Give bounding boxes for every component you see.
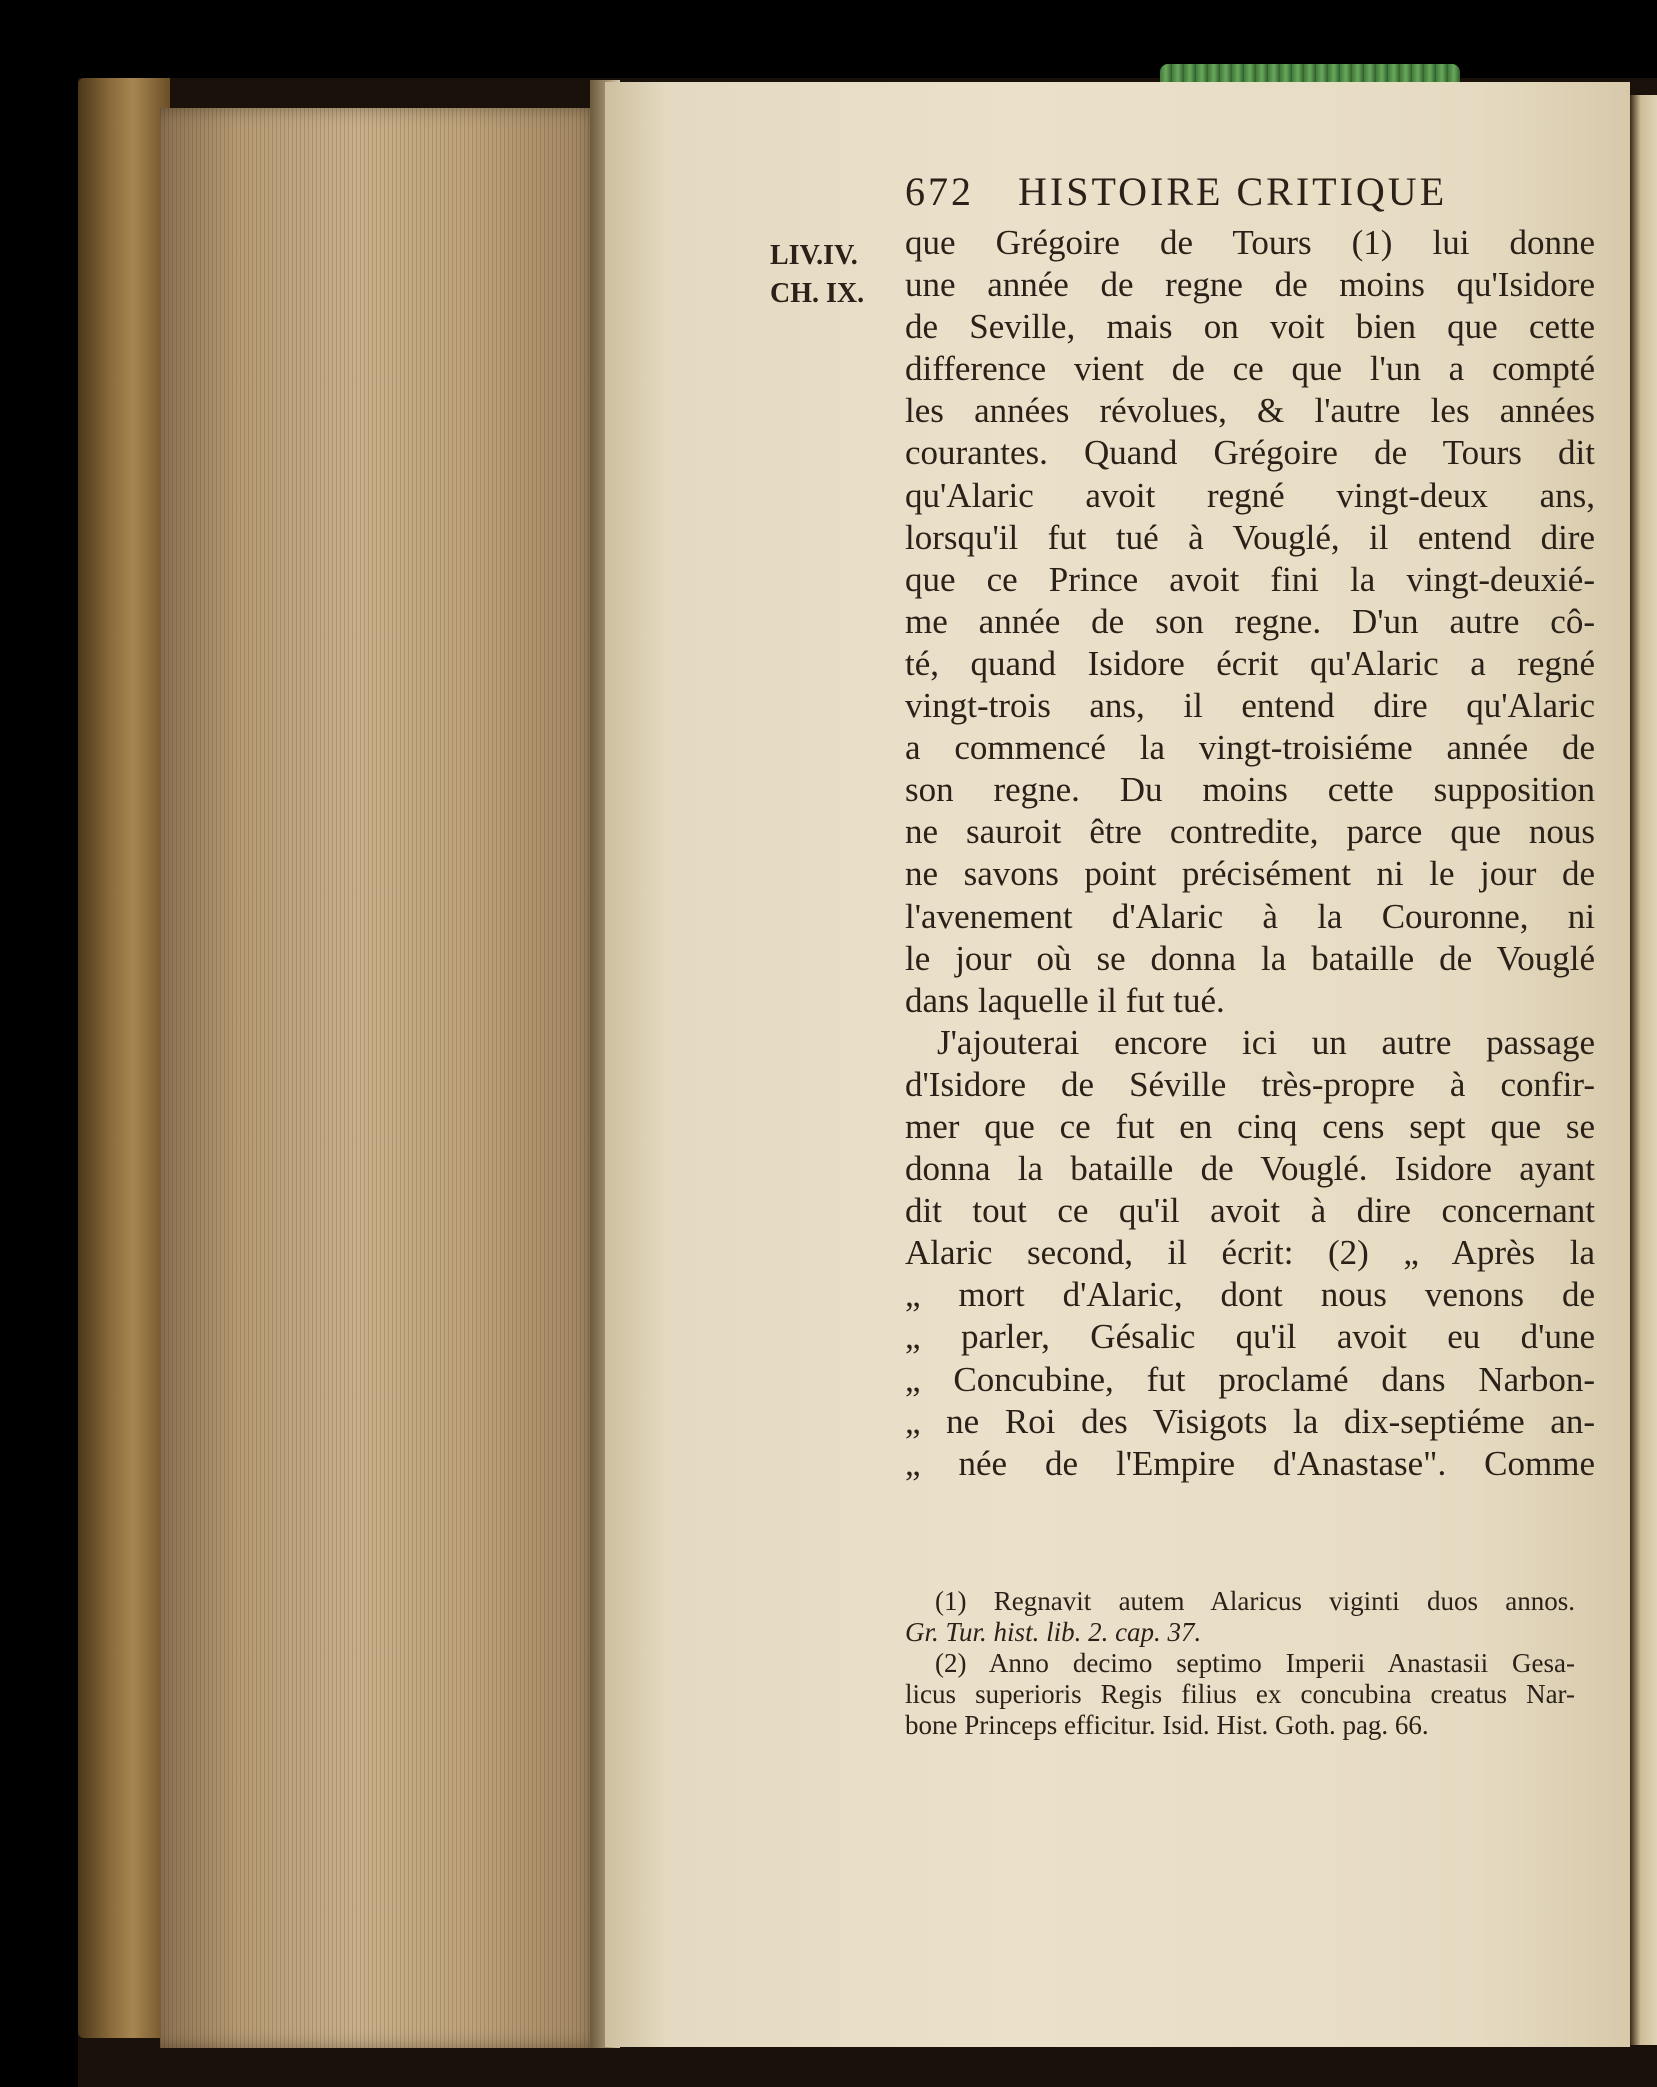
margin-note-book: LIV.IV. (770, 240, 858, 271)
text-line: mer que ce fut en cinq cens sept que se (905, 1106, 1595, 1146)
text-line: donna la bataille de Vouglé. Isidore ayant (905, 1149, 1595, 1189)
text-line: dit tout ce qu'il avoit à dire concernant (905, 1191, 1595, 1231)
footnote-line: (2) Anno decimo septimo Imperii Anastasii Gesa- (935, 1648, 1575, 1678)
text-line: me année de son regne. D'un autre cô- (905, 601, 1595, 641)
text-line: courantes. Quand Grégoire de Tours dit (905, 433, 1595, 473)
text-line: son regne. Du moins cette supposition (905, 770, 1595, 810)
text-line: que Grégoire de Tours (1) lui donne (905, 223, 1595, 262)
page-number: 672 (905, 169, 974, 214)
text-line: d'Isidore de Séville très-propre à confir- (905, 1064, 1595, 1104)
text-line: de Seville, mais on voit bien que cette (905, 307, 1595, 347)
text-line: „ ne Roi des Visigots la dix-septiéme an- (905, 1401, 1595, 1441)
footnote-line: (1) Regnavit autem Alaricus viginti duos annos. (935, 1586, 1575, 1616)
text-line: une année de regne de moins qu'Isidore (905, 265, 1595, 305)
running-head-title: HISTOIRE CRITIQUE (1018, 169, 1448, 214)
body-text (905, 222, 1595, 1485)
text-line: „ née de l'Empire d'Anastase". Comme (905, 1443, 1595, 1483)
page-edges (160, 108, 600, 2048)
running-header (905, 168, 1545, 228)
text-line: le jour où se donna la bataille de Vouglé (905, 938, 1595, 978)
text-line: „ Concubine, fut proclamé dans Narbon- (905, 1359, 1595, 1399)
text-line: que ce Prince avoit fini la vingt-deuxié- (905, 559, 1595, 599)
text-line: „ mort d'Alaric, dont nous venons de (905, 1275, 1595, 1315)
text-line: Alaric second, il écrit: (2) „ Après la (905, 1233, 1595, 1273)
footnote-line: Gr. Tur. hist. lib. 2. cap. 37. (905, 1617, 1202, 1647)
text-line: ne sauroit être contredite, parce que nous (905, 812, 1595, 852)
facing-page-edge (1630, 95, 1657, 2045)
text-line: difference vient de ce que l'un a compté (905, 349, 1595, 389)
paragraph-2 (905, 1022, 1595, 1485)
text-line: qu'Alaric avoit regné vingt-deux ans, (905, 475, 1595, 515)
text-line: a commencé la vingt-troisiéme année de (905, 728, 1595, 768)
paragraph-1 (905, 222, 1595, 1022)
footnotes (905, 1586, 1575, 1741)
text-line: les années révolues, & l'autre les années (905, 391, 1595, 431)
text-line: J'ajouterai encore ici un autre passage (937, 1022, 1595, 1062)
text-line: té, quand Isidore écrit qu'Alaric a regné (905, 643, 1595, 683)
footnote-line: bone Princeps efficitur. Isid. Hist. Goth. pag. 66. (905, 1710, 1429, 1740)
margin-note (770, 237, 880, 313)
book-cover (78, 78, 170, 2038)
text-line: „ parler, Gésalic qu'il avoit eu d'une (905, 1317, 1595, 1357)
footnote-line: licus superioris Regis filius ex concubina creatus Nar- (905, 1679, 1575, 1709)
text-line: vingt-trois ans, il entend dire qu'Alaric (905, 686, 1595, 726)
text-line: ne savons point précisément ni le jour de (905, 854, 1595, 894)
text-line: dans laquelle il fut tué. (905, 980, 1225, 1020)
text-line: lorsqu'il fut tué à Vouglé, il entend dire (905, 517, 1595, 557)
margin-note-chapter: CH. IX. (770, 278, 865, 309)
text-line: l'avenement d'Alaric à la Couronne, ni (905, 896, 1595, 936)
